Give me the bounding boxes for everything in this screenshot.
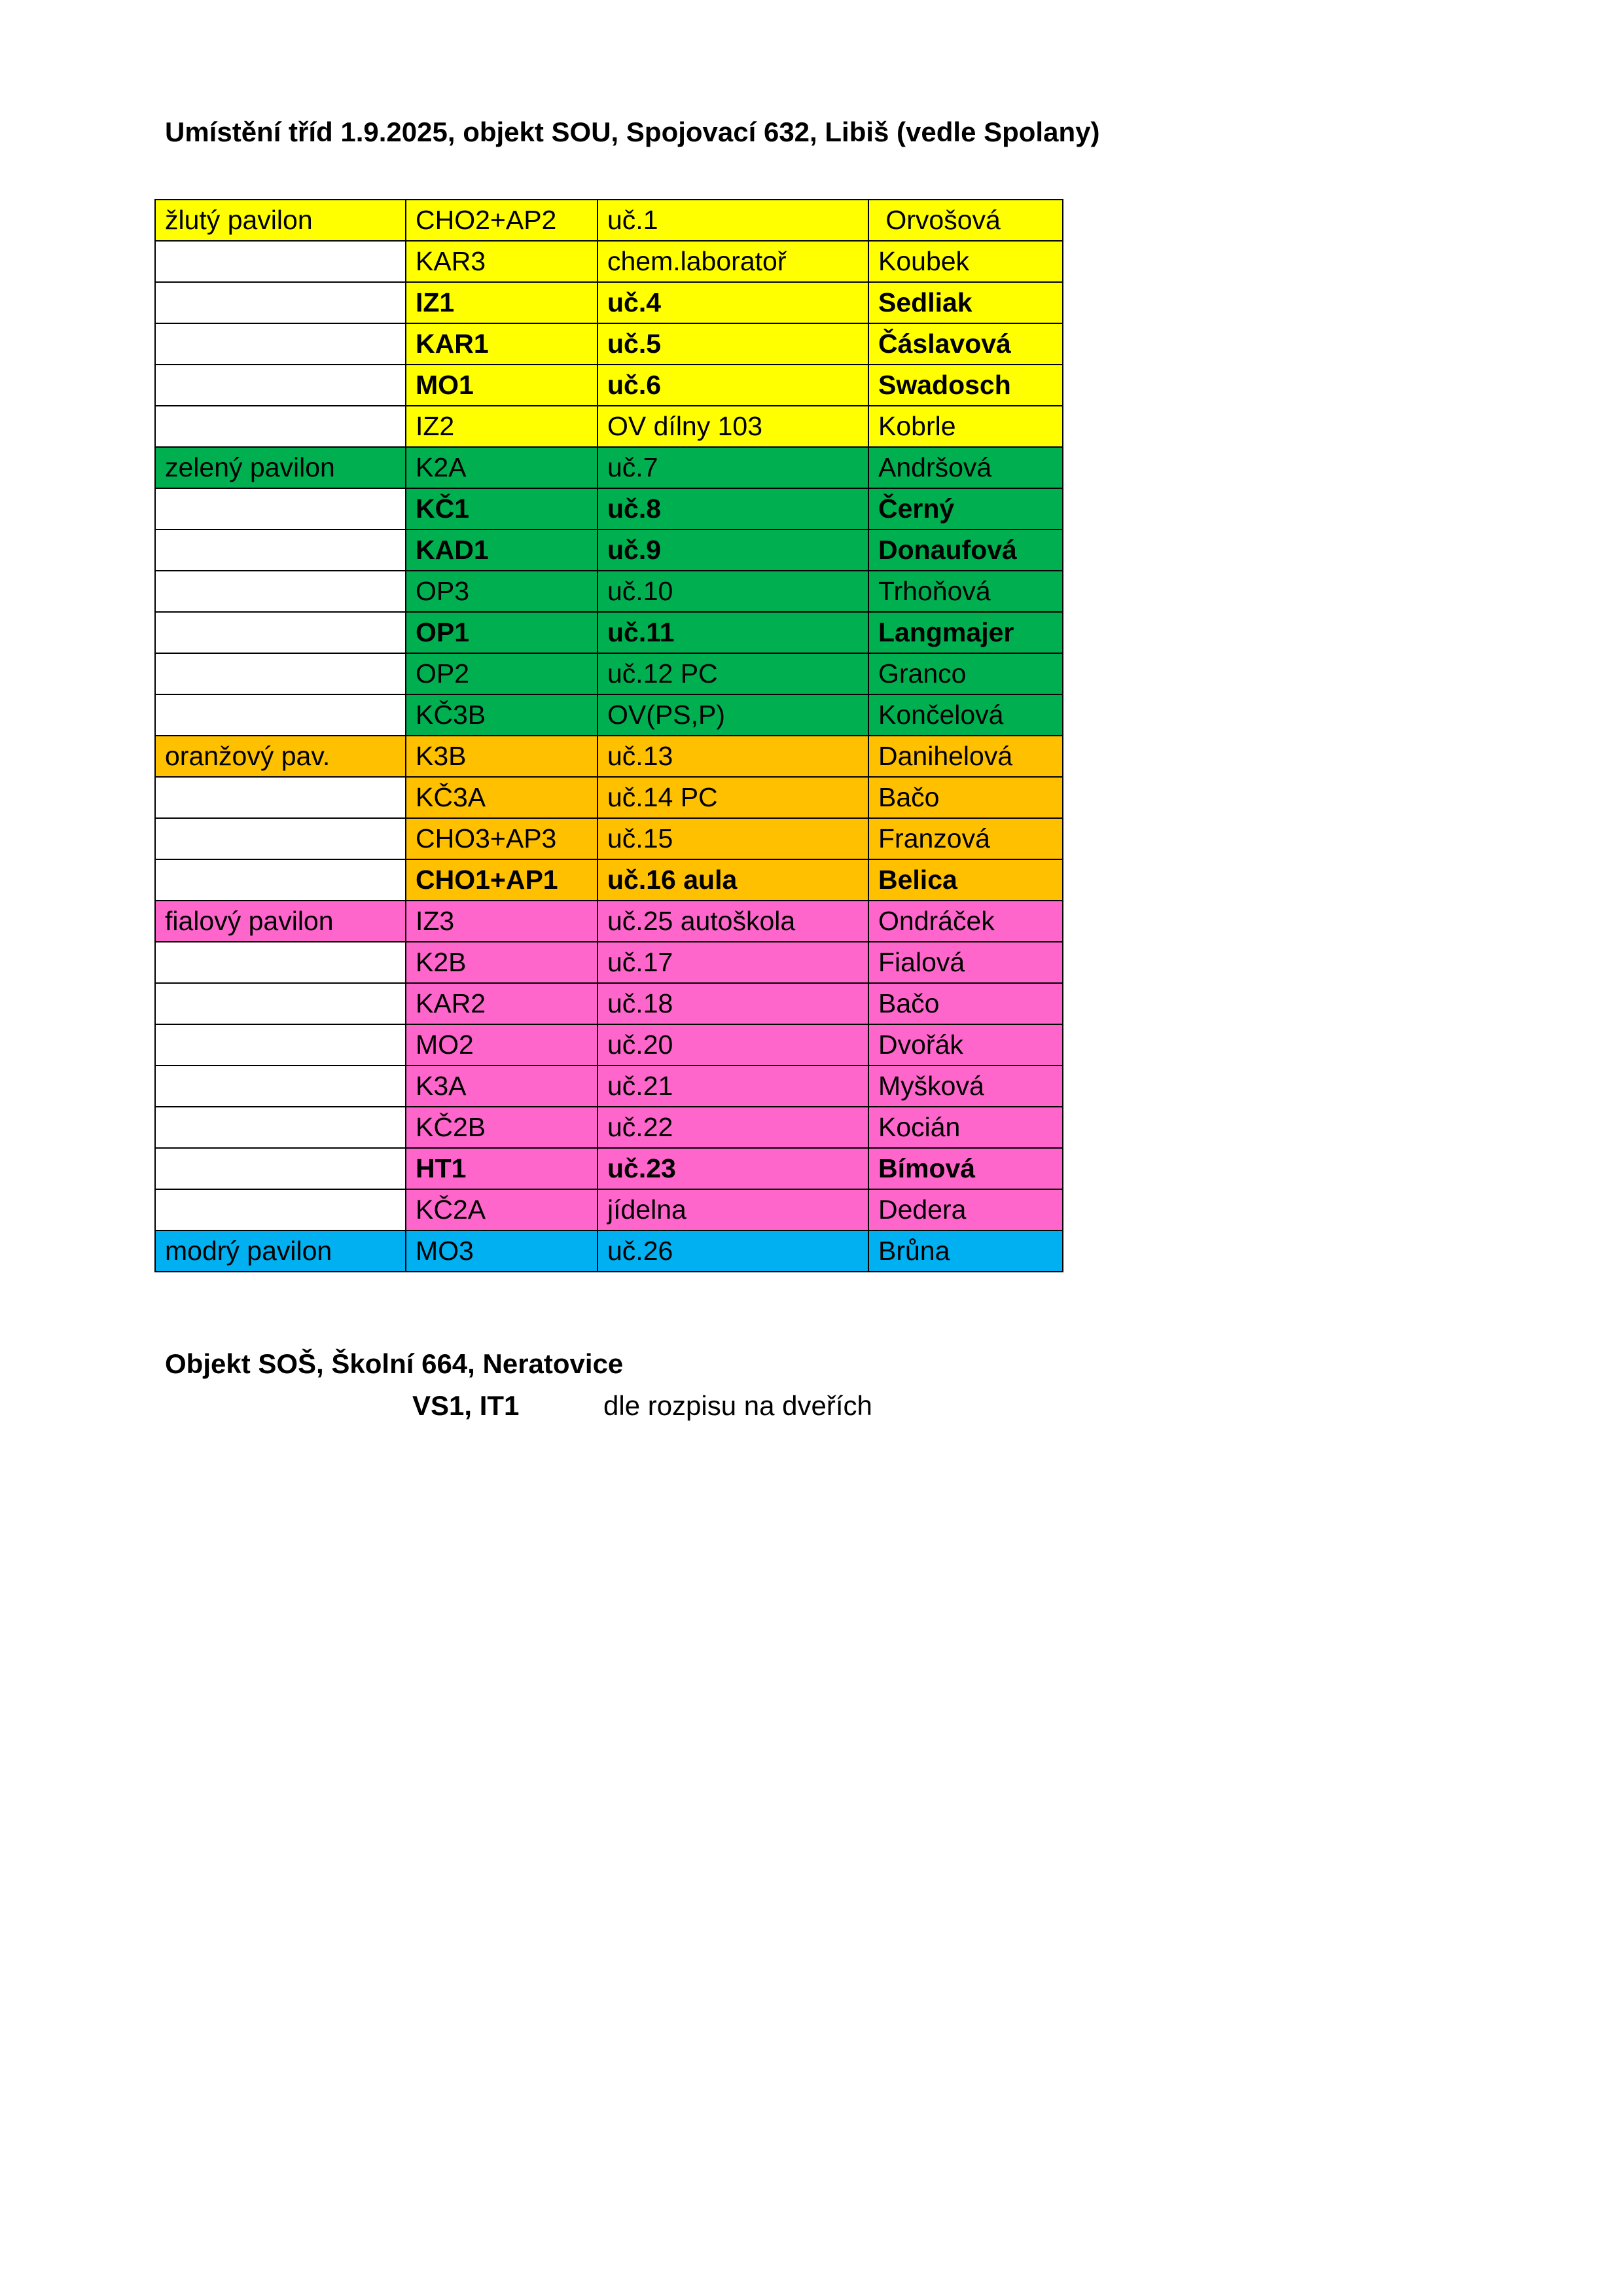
teacher-cell: Kobrle (868, 406, 1063, 447)
room-cell: uč.5 (597, 323, 868, 365)
table-row (155, 323, 1063, 365)
pavilion-cell (155, 653, 406, 694)
pavilion-cell (155, 942, 406, 983)
class-cell: KAR3 (406, 241, 597, 282)
teacher-cell: Granco (868, 653, 1063, 694)
second-object-classes: VS1, IT1 (412, 1390, 520, 1421)
pavilion-cell (155, 983, 406, 1024)
pavilion-cell (155, 282, 406, 323)
pavilion-cell (155, 612, 406, 653)
table-row (155, 1107, 1063, 1148)
pavilion-cell (155, 571, 406, 612)
class-cell: OP2 (406, 653, 597, 694)
pavilion-cell (155, 859, 406, 901)
room-cell: chem.laboratoř (597, 241, 868, 282)
class-cell: CHO2+AP2 (406, 200, 597, 241)
class-cell: IZ1 (406, 282, 597, 323)
teacher-cell: Bímová (868, 1148, 1063, 1189)
room-cell: OV dílny 103 (597, 406, 868, 447)
class-cell: MO2 (406, 1024, 597, 1066)
room-cell: uč.26 (597, 1230, 868, 1272)
pavilion-cell (155, 365, 406, 406)
teacher-cell: Koubek (868, 241, 1063, 282)
teacher-cell: Franzová (868, 818, 1063, 859)
room-cell: uč.7 (597, 447, 868, 488)
pavilion-cell (155, 777, 406, 818)
second-object-title: Objekt SOŠ, Školní 664, Neratovice (165, 1348, 624, 1379)
pavilion-cell (155, 241, 406, 282)
teacher-cell: Myšková (868, 1066, 1063, 1107)
class-cell: KČ2A (406, 1189, 597, 1230)
table-row (155, 612, 1063, 653)
table-row (155, 200, 1063, 241)
room-cell: uč.1 (597, 200, 868, 241)
teacher-cell: Brůna (868, 1230, 1063, 1272)
class-cell: CHO3+AP3 (406, 818, 597, 859)
table-row (155, 653, 1063, 694)
teacher-cell: Dedera (868, 1189, 1063, 1230)
teacher-cell: Trhoňová (868, 571, 1063, 612)
table-row (155, 901, 1063, 942)
teacher-cell: Černý (868, 488, 1063, 529)
pavilion-cell (155, 1024, 406, 1066)
pavilion-cell: fialový pavilon (155, 901, 406, 942)
room-cell: uč.23 (597, 1148, 868, 1189)
pavilion-cell: žlutý pavilon (155, 200, 406, 241)
room-cell: uč.20 (597, 1024, 868, 1066)
pavilion-cell (155, 1148, 406, 1189)
table-row (155, 1189, 1063, 1230)
table-row (155, 1066, 1063, 1107)
class-cell: K2B (406, 942, 597, 983)
teacher-cell: Danihelová (868, 736, 1063, 777)
pavilion-cell: modrý pavilon (155, 1230, 406, 1272)
table-row (155, 365, 1063, 406)
pavilion-cell (155, 1189, 406, 1230)
pavilion-cell: oranžový pav. (155, 736, 406, 777)
class-cell: CHO1+AP1 (406, 859, 597, 901)
room-cell: uč.22 (597, 1107, 868, 1148)
table-row (155, 777, 1063, 818)
teacher-cell: Čáslavová (868, 323, 1063, 365)
teacher-cell: Bačo (868, 777, 1063, 818)
pavilion-cell (155, 1066, 406, 1107)
second-object-note: dle rozpisu na dveřích (603, 1390, 872, 1421)
table-row (155, 447, 1063, 488)
class-cell: KAR1 (406, 323, 597, 365)
class-cell: IZ3 (406, 901, 597, 942)
table-row (155, 859, 1063, 901)
room-cell: uč.6 (597, 365, 868, 406)
teacher-cell: Dvořák (868, 1024, 1063, 1066)
teacher-cell: Andršová (868, 447, 1063, 488)
class-cell: KČ1 (406, 488, 597, 529)
table-row (155, 571, 1063, 612)
room-cell: uč.9 (597, 529, 868, 571)
teacher-cell: Kocián (868, 1107, 1063, 1148)
table-row (155, 1024, 1063, 1066)
class-cell: K2A (406, 447, 597, 488)
class-cell: MO1 (406, 365, 597, 406)
table-row (155, 818, 1063, 859)
class-cell: MO3 (406, 1230, 597, 1272)
class-cell: K3B (406, 736, 597, 777)
class-cell: KAD1 (406, 529, 597, 571)
table-row (155, 1148, 1063, 1189)
room-cell: uč.16 aula (597, 859, 868, 901)
class-cell: KČ3A (406, 777, 597, 818)
room-cell: uč.25 autoškola (597, 901, 868, 942)
room-cell: uč.12 PC (597, 653, 868, 694)
teacher-cell: Ondráček (868, 901, 1063, 942)
teacher-cell: Končelová (868, 694, 1063, 736)
teacher-cell: Orvošová (868, 200, 1063, 241)
teacher-cell: Fialová (868, 942, 1063, 983)
table-row (155, 282, 1063, 323)
table-row (155, 241, 1063, 282)
table-row (155, 488, 1063, 529)
classroom-table-body (155, 200, 1063, 1272)
pavilion-cell (155, 406, 406, 447)
class-cell: HT1 (406, 1148, 597, 1189)
pavilion-cell (155, 818, 406, 859)
pavilion-cell (155, 529, 406, 571)
room-cell: uč.13 (597, 736, 868, 777)
pavilion-cell (155, 1107, 406, 1148)
table-row (155, 1230, 1063, 1272)
class-cell: KAR2 (406, 983, 597, 1024)
table-row (155, 736, 1063, 777)
pavilion-cell (155, 488, 406, 529)
table-row (155, 942, 1063, 983)
class-cell: K3A (406, 1066, 597, 1107)
table-row (155, 694, 1063, 736)
room-cell: uč.4 (597, 282, 868, 323)
class-cell: IZ2 (406, 406, 597, 447)
teacher-cell: Donaufová (868, 529, 1063, 571)
class-cell: KČ2B (406, 1107, 597, 1148)
room-cell: OV(PS,P) (597, 694, 868, 736)
room-cell: uč.17 (597, 942, 868, 983)
teacher-cell: Swadosch (868, 365, 1063, 406)
pavilion-cell (155, 694, 406, 736)
teacher-cell: Sedliak (868, 282, 1063, 323)
room-cell: uč.15 (597, 818, 868, 859)
class-cell: OP1 (406, 612, 597, 653)
pavilion-cell (155, 323, 406, 365)
table-row (155, 529, 1063, 571)
teacher-cell: Langmajer (868, 612, 1063, 653)
page-title: Umístění tříd 1.9.2025, objekt SOU, Spojovací 632, Libiš (vedle Spolany) (165, 117, 1100, 147)
room-cell: jídelna (597, 1189, 868, 1230)
room-cell: uč.18 (597, 983, 868, 1024)
table-row (155, 406, 1063, 447)
room-cell: uč.8 (597, 488, 868, 529)
room-cell: uč.11 (597, 612, 868, 653)
pavilion-cell: zelený pavilon (155, 447, 406, 488)
class-cell: KČ3B (406, 694, 597, 736)
teacher-cell: Bačo (868, 983, 1063, 1024)
room-cell: uč.14 PC (597, 777, 868, 818)
class-cell: OP3 (406, 571, 597, 612)
classroom-table (154, 199, 1063, 1272)
room-cell: uč.21 (597, 1066, 868, 1107)
table-row (155, 983, 1063, 1024)
teacher-cell: Belica (868, 859, 1063, 901)
room-cell: uč.10 (597, 571, 868, 612)
